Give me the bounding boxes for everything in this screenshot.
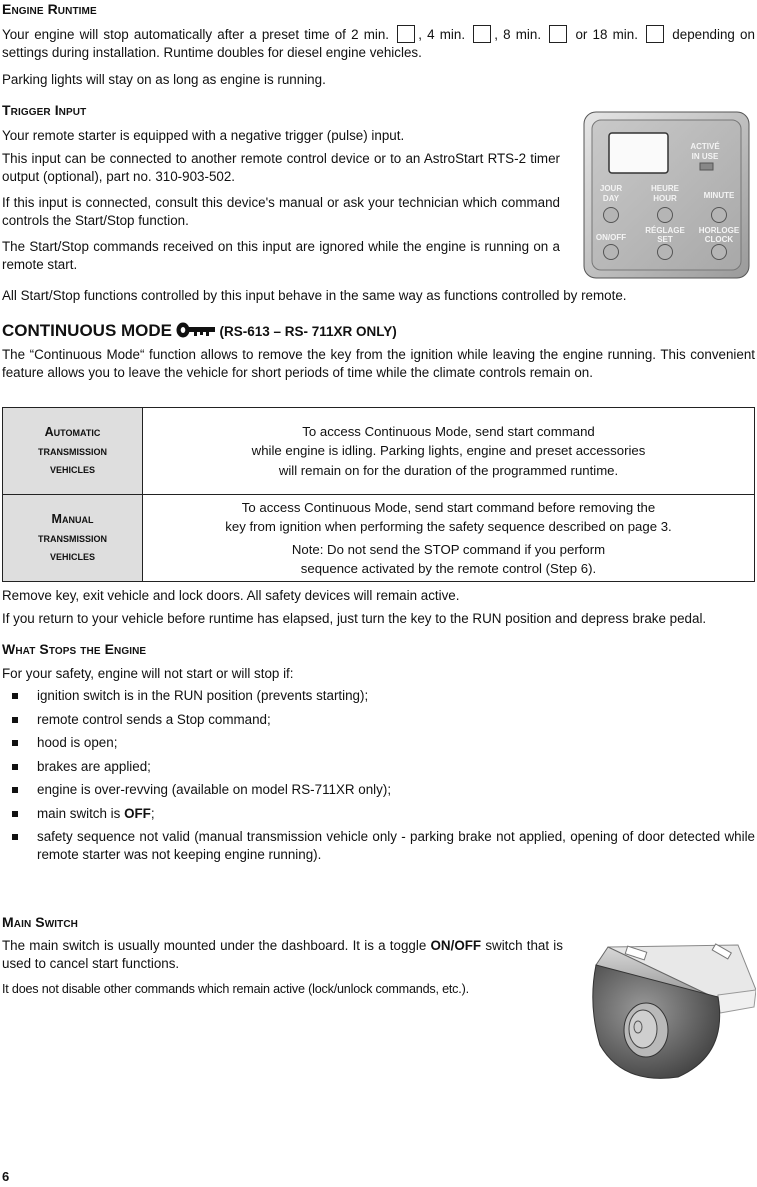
list-item: ignition switch is in the RUN position (prevents starting); — [12, 687, 755, 705]
trigger-input-p1: Your remote starter is equipped with a negative trigger (pulse) input. — [2, 128, 405, 143]
main-switch-illustration — [588, 935, 756, 1088]
manual-text-1: To access Continuous Mode, send start command before removing the — [241, 499, 656, 515]
automatic-text-3: will remain on for the duration of the programmed runtime. — [278, 462, 619, 478]
automatic-label-cell — [3, 408, 143, 495]
automatic-label-3: vehicles — [49, 462, 95, 477]
automatic-text-2: while engine is idling. Parking lights, engine and preset accessories — [251, 443, 646, 459]
manual-text-2: key from ignition when performing the safety sequence described on page 3. — [225, 518, 672, 534]
panel-clock-label: CLOCK — [704, 235, 734, 244]
main-switch-heading: Main Switch — [2, 914, 78, 930]
continuous-mode-table — [2, 407, 755, 582]
list-item: engine is over-revving (available on model RS-711XR only); — [12, 781, 755, 799]
automatic-text-cell — [143, 408, 755, 495]
what-stops-heading: What Stops the Engine — [2, 641, 147, 657]
list-item: hood is open; — [12, 734, 755, 752]
runtime-text-e: depending on settings during installation. Runtime doubles for diesel engine vehicles. — [2, 27, 755, 61]
manual-label-2: transmission — [37, 530, 107, 545]
continuous-mode-intro: The “Continuous Mode“ function allows to remove the key from the ignition while leaving the engine running. This convenient feature allows you to leave the vehicle for short periods of time while the climate controls remain on. — [2, 347, 755, 381]
runtime-text-c: , 8 min. — [494, 27, 542, 42]
panel-onoff-label: ON/OFF — [595, 233, 627, 242]
trigger-input-p4: The Start/Stop commands received on this input are ignored while the engine is running on a remote start. — [2, 239, 560, 273]
key-icon — [176, 322, 216, 338]
timer-panel-illustration — [583, 111, 750, 279]
main-switch-p1: The main switch is usually mounted under the dashboard. It is a toggle ON/OFF switch that is used to cancel start functions. — [2, 938, 563, 972]
remove-key-text: Remove key, exit vehicle and lock doors. All safety devices will remain active. — [2, 588, 460, 603]
runtime-text-a: Your engine will stop automatically after a preset time of 2 min. — [2, 27, 390, 42]
manual-text-4: sequence activated by the remote control (Step 6). — [300, 561, 597, 577]
continuous-mode-models: (RS-613 – RS- 711XR ONLY) — [219, 324, 397, 339]
automatic-label-1: Automatic — [44, 424, 101, 439]
checkbox-4min[interactable] — [473, 25, 491, 43]
checkbox-2min[interactable] — [397, 25, 415, 43]
automatic-text-1: To access Continuous Mode, send start command — [302, 424, 595, 440]
manual-text-cell — [143, 495, 755, 582]
list-item: safety sequence not valid (manual transmission vehicle only - parking brake not applied, opening of door detected while remote starter was not keeping engine running). — [12, 828, 755, 864]
engine-runtime-heading: Engine Runtime — [2, 1, 97, 17]
runtime-text-b: , 4 min. — [418, 27, 466, 42]
table-row-manual — [3, 495, 755, 582]
continuous-mode-heading: CONTINUOUS MODE — [2, 321, 172, 340]
panel-jour-label: JOUR — [599, 184, 623, 193]
main-switch-p2: It does not disable other commands which remain active (lock/unlock commands, etc.). — [2, 982, 469, 996]
list-item: remote control sends a Stop command; — [12, 711, 755, 729]
continuous-mode-heading-row — [2, 319, 397, 342]
panel-heure-label: HEURE — [650, 184, 680, 193]
panel-minute-label: MINUTE — [703, 191, 735, 200]
panel-reglage-label: RÉGLAGE — [645, 226, 685, 235]
return-vehicle-text: If you return to your vehicle before runtime has elapsed, just turn the key to the RUN position and depress brake pedal. — [2, 611, 707, 626]
trigger-input-p2: This input can be connected to another remote control device or to an AstroStart RTS-2 timer output (optional), part no. 310-903-502. — [2, 151, 560, 185]
parking-lights-text: Parking lights will stay on as long as engine is running. — [2, 72, 326, 87]
what-stops-intro: For your safety, engine will not start or will stop if: — [2, 666, 294, 681]
trigger-input-p5: All Start/Stop functions controlled by this input behave in the same way as functions controlled by remote. — [2, 288, 627, 303]
panel-active-label: ACTIVÉ — [690, 142, 720, 151]
manual-label-cell — [3, 495, 143, 582]
runtime-text-d: or 18 min. — [575, 27, 638, 42]
checkbox-8min[interactable] — [549, 25, 567, 43]
manual-label-1: Manual — [51, 511, 94, 526]
list-item: main switch is OFF; — [12, 805, 755, 823]
trigger-input-heading: Trigger Input — [2, 102, 87, 118]
panel-set-label: SET — [657, 235, 673, 244]
panel-in-use-label: IN USE — [691, 152, 719, 161]
engine-runtime-paragraph — [2, 25, 755, 62]
automatic-label-2: transmission — [37, 443, 107, 458]
panel-horloge-label: HORLOGE — [698, 226, 740, 235]
panel-day-label: DAY — [602, 194, 620, 203]
list-item: brakes are applied; — [12, 758, 755, 776]
manual-text-3: Note: Do not send the STOP command if you perform — [291, 542, 606, 557]
trigger-input-p3: If this input is connected, consult this device's manual or ask your technician which command controls the Start/Stop function. — [2, 195, 560, 229]
table-row-automatic — [3, 408, 755, 495]
page-number: 6 — [2, 1169, 10, 1184]
stop-conditions-list — [12, 687, 755, 870]
panel-hour-label: HOUR — [653, 194, 677, 203]
checkbox-18min[interactable] — [646, 25, 664, 43]
manual-label-3: vehicles — [49, 549, 95, 564]
